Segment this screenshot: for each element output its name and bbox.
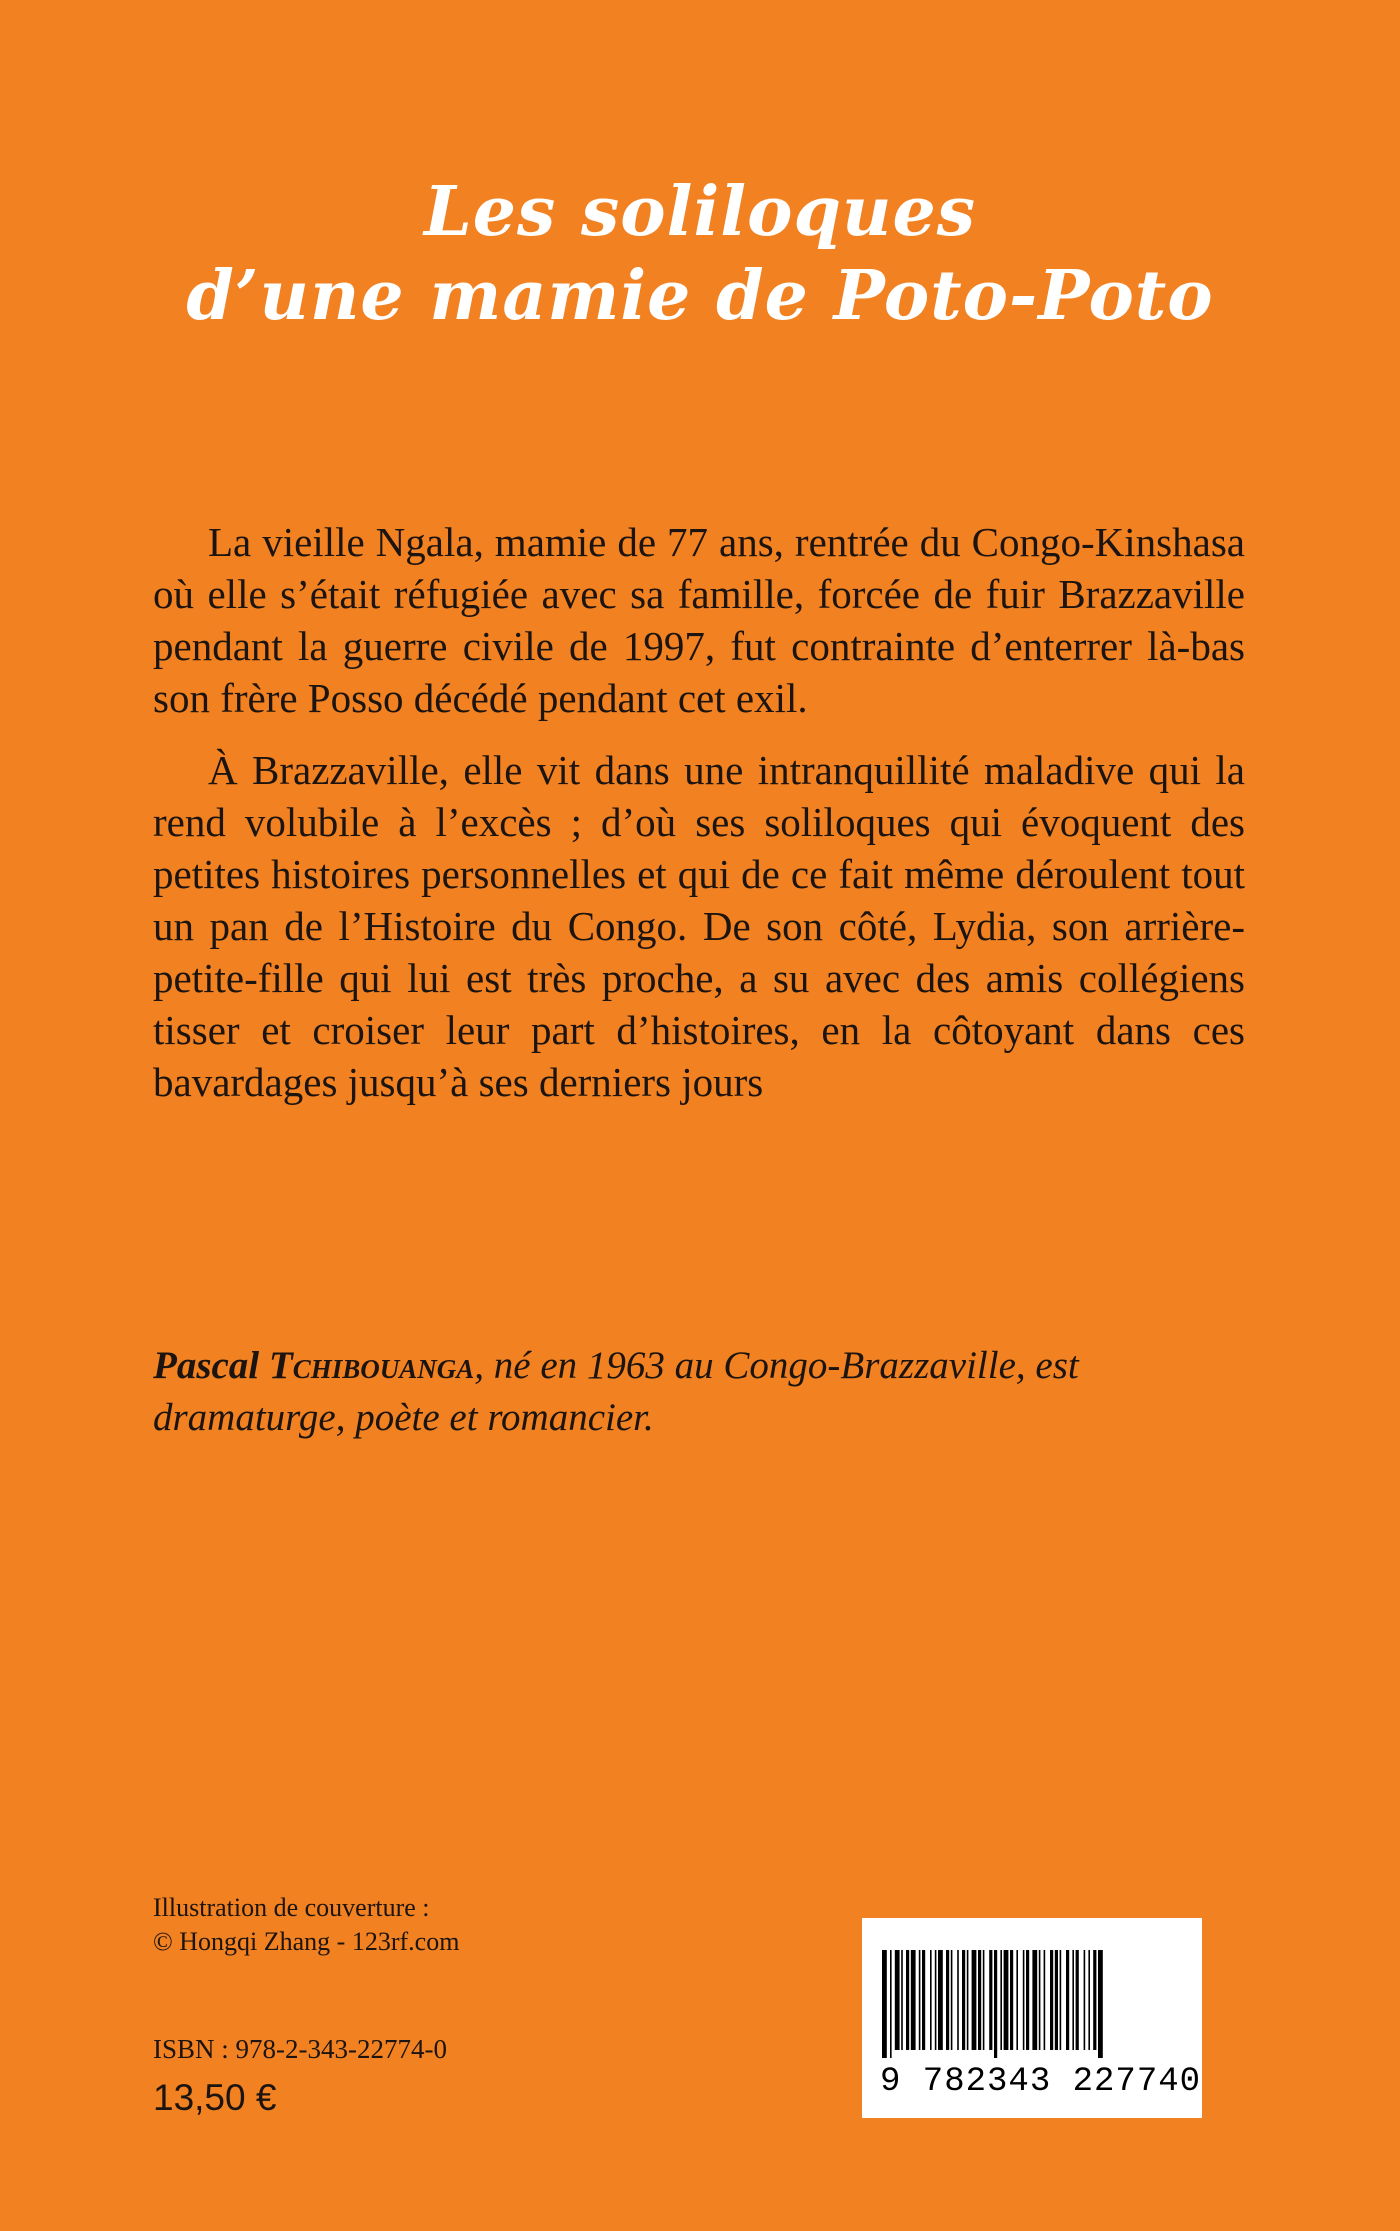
barcode-bar — [1055, 1950, 1058, 2050]
barcode-bar — [882, 1950, 887, 2058]
barcode-bar — [911, 1950, 916, 2050]
barcode-bar — [935, 1950, 937, 2050]
illustration-label: Illustration de couverture : — [153, 1893, 430, 1922]
barcode-bar — [1088, 1950, 1090, 2050]
barcode-bar — [1060, 1950, 1062, 2050]
barcode-bar — [1093, 1950, 1096, 2050]
synopsis-paragraph-2: À Brazzaville, elle vit dans une intranquillité maladive qui la rend volubile à l’excès ; d’où ses soliloques qui évoquent des petites histoires personnelles et qui de ce fait même déroulent tout un pan de l’Histoire du Congo. De son côté, Lydia, son arrière-petite-fille qui lui est très proche, a su avec des amis collégiens tisser et croiser leur part d’histoires, en la côtoyant dans ces bavardages jusqu’à ses derniers jours — [153, 747, 1245, 1105]
barcode-bar — [972, 1950, 977, 2050]
author-last-name: Tchibouanga — [268, 1344, 475, 1387]
barcode-bar — [1066, 1950, 1069, 2050]
author-name — [153, 1344, 474, 1387]
barcode-bar — [895, 1950, 900, 2050]
barcode-bars — [882, 1950, 1182, 2058]
barcode-bar — [1026, 1950, 1029, 2050]
barcode-bar — [1010, 1950, 1013, 2050]
barcode-bar — [890, 1950, 892, 2058]
barcode-bar — [957, 1950, 959, 2050]
barcode-bar — [919, 1950, 921, 2050]
barcode-bar — [994, 1950, 997, 2058]
book-title — [0, 170, 1400, 338]
title-line-1: Les soliloques — [423, 172, 977, 252]
barcode-bar — [967, 1950, 969, 2050]
author-bio-text: , né en 1963 au Congo-Brazzaville, est dramaturge, poète et romancier. — [153, 1344, 1079, 1439]
barcode-bar — [989, 1950, 992, 2050]
title-line-2: d’une mamie de Poto-Poto — [186, 256, 1214, 336]
barcode-bar — [962, 1950, 965, 2050]
barcode-bar — [1032, 1950, 1037, 2050]
barcode-bar — [1039, 1950, 1041, 2050]
barcode-bar — [906, 1950, 909, 2050]
barcode-bar — [901, 1950, 903, 2050]
illustration-credits — [153, 1891, 673, 1959]
barcode-bar — [951, 1950, 953, 2050]
barcode-bar — [1016, 1950, 1018, 2050]
author-first-name: Pascal — [153, 1344, 260, 1387]
barcode-bar — [946, 1950, 949, 2050]
price: 13,50 € — [153, 2077, 277, 2118]
barcode-bar — [1084, 1950, 1086, 2050]
synopsis — [153, 516, 1245, 1108]
barcode-bar — [1098, 1950, 1103, 2058]
barcode-bar — [1004, 1950, 1009, 2050]
barcode-bar — [938, 1950, 943, 2050]
barcode-bar — [930, 1950, 932, 2050]
barcode — [862, 1918, 1202, 2118]
barcode-bar — [922, 1950, 925, 2050]
barcode-bar — [1000, 1950, 1002, 2050]
barcode-bar — [1044, 1950, 1046, 2050]
barcode-digits: 9 782343 227740 — [880, 2063, 1202, 2101]
barcode-bar — [1050, 1950, 1053, 2050]
barcode-bar — [1076, 1950, 1079, 2050]
barcode-bar — [983, 1950, 985, 2050]
barcode-bar — [978, 1950, 981, 2050]
barcode-bar — [1023, 1950, 1025, 2050]
author-bio — [153, 1340, 1245, 1444]
synopsis-paragraph-1: La vieille Ngala, mamie de 77 ans, rentrée du Congo-Kinshasa où elle s’était réfugiée avec sa famille, forcée de fuir Brazzaville pendant la guerre civile de 1997, fut contrainte d’enterrer là-bas son frère Posso décédé pendant cet exil. — [153, 519, 1245, 721]
illustration-credit: © Hongqi Zhang - 123rf.com — [153, 1927, 460, 1956]
isbn: ISBN : 978-2-343-22774-0 — [153, 2034, 447, 2064]
barcode-bar — [1072, 1950, 1074, 2050]
